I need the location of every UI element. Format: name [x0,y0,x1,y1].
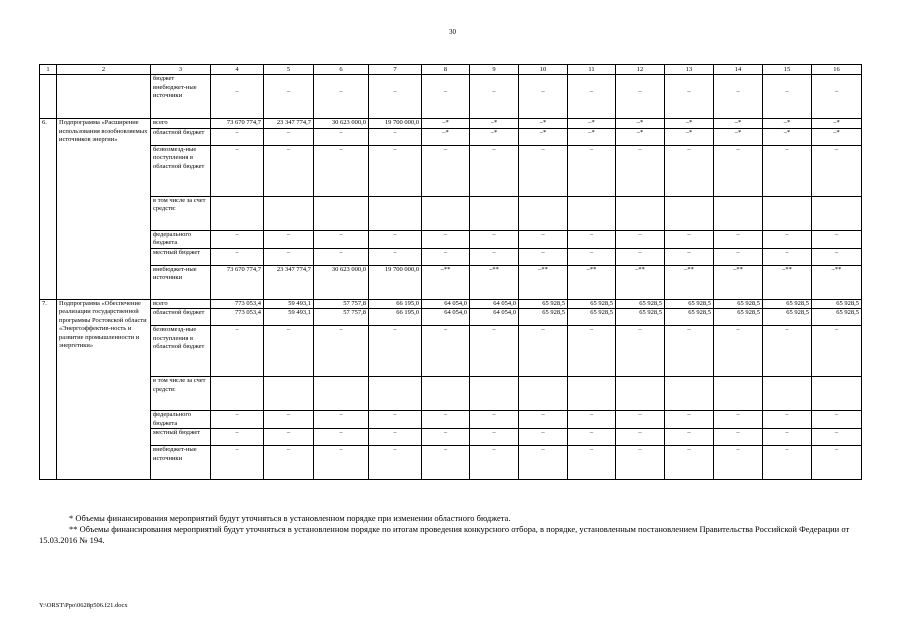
funding-value: – [369,128,422,145]
funding-value: – [812,75,862,119]
funding-value [369,196,422,230]
funding-value: – [665,411,714,429]
funding-value: – [314,429,369,446]
column-number: 3 [151,65,211,75]
funding-value [470,377,519,411]
funding-value [422,377,470,411]
funding-value: – [519,75,568,119]
funding-value: 73 670 774,7 [211,265,264,299]
table-row [40,145,862,196]
subprogram-number: 6. [40,119,57,300]
funding-value: – [812,230,862,248]
funding-value: – [665,75,714,119]
funding-value [616,377,665,411]
funding-value [470,196,519,230]
funding-value: – [211,429,264,446]
funding-value: – [422,411,470,429]
funding-value: –** [665,265,714,299]
table-row [40,248,862,265]
column-number: 9 [470,65,519,75]
funding-value: – [763,230,812,248]
table-row [40,230,862,248]
funding-value [665,196,714,230]
table-row [40,411,862,429]
funding-value: – [519,145,568,196]
funding-value: 65 928,5 [616,309,665,326]
funding-value: – [568,145,616,196]
funding-value [314,196,369,230]
funding-value: 65 928,5 [519,299,568,309]
funding-value: –* [470,119,519,129]
funding-value: 65 928,5 [568,299,616,309]
funding-value: 23 347 774,7 [264,265,314,299]
funding-value: 65 928,5 [812,309,862,326]
funding-value: – [470,145,519,196]
funding-value: – [470,326,519,377]
funding-value: – [369,75,422,119]
funding-source: областной бюджет [151,128,211,145]
funding-value: – [714,145,763,196]
financing-table [39,64,862,480]
funding-value: – [763,429,812,446]
funding-value: 19 700 000,0 [369,119,422,129]
funding-value: 30 623 000,0 [314,265,369,299]
funding-value [369,377,422,411]
funding-value: –* [812,119,862,129]
funding-value [422,196,470,230]
table-row [40,326,862,377]
funding-value: – [211,128,264,145]
funding-value: –* [519,119,568,129]
funding-source: бюджет внебюджет-ные источники [151,75,211,119]
funding-value: 57 757,8 [314,299,369,309]
funding-value: – [211,326,264,377]
funding-value: – [616,230,665,248]
funding-value: 65 928,5 [519,309,568,326]
funding-value: – [264,248,314,265]
funding-value: –* [714,119,763,129]
funding-value: – [714,411,763,429]
funding-value: – [519,230,568,248]
funding-value: – [616,75,665,119]
funding-value: – [422,230,470,248]
funding-value: – [314,326,369,377]
funding-value: – [568,248,616,265]
funding-value: – [264,230,314,248]
funding-value: – [568,429,616,446]
funding-value: – [369,429,422,446]
funding-value: – [211,446,264,480]
funding-value: – [264,326,314,377]
funding-value: – [369,326,422,377]
column-number: 4 [211,65,264,75]
funding-value: – [714,248,763,265]
column-number: 14 [714,65,763,75]
funding-source: федерального бюджета [151,230,211,248]
funding-value: – [812,326,862,377]
subprogram-name: Подпрограмма «Обеспечение реализации государственной программы Ростовской области «Энергоэффектив-ность и развитие промышленности и энергетики» [57,299,151,480]
funding-value: – [519,446,568,480]
funding-value: 65 928,5 [714,309,763,326]
funding-value: 773 053,4 [211,309,264,326]
table-row [40,75,862,119]
funding-value: – [264,128,314,145]
column-number: 8 [422,65,470,75]
column-number: 2 [57,65,151,75]
funding-value: – [519,429,568,446]
column-number: 5 [264,65,314,75]
funding-value: 66 195,0 [369,299,422,309]
funding-value [568,196,616,230]
funding-value [314,377,369,411]
row-number [40,75,57,119]
funding-value: – [616,326,665,377]
funding-value: – [568,230,616,248]
funding-value: 59 493,1 [264,309,314,326]
funding-value: – [470,248,519,265]
funding-value: 65 928,5 [665,309,714,326]
funding-value: – [665,429,714,446]
funding-value: –* [422,128,470,145]
funding-value: 65 928,5 [568,309,616,326]
funding-value: – [763,446,812,480]
funding-value: – [264,411,314,429]
funding-value: 66 195,0 [369,309,422,326]
funding-value: –* [665,119,714,129]
funding-value: – [616,248,665,265]
funding-value: – [211,230,264,248]
funding-value: – [314,248,369,265]
funding-source: местный бюджет [151,248,211,265]
funding-source: безвозмезд-ные поступления в областной бюджет [151,326,211,377]
funding-value: – [519,248,568,265]
funding-value: –* [812,128,862,145]
funding-value: – [422,75,470,119]
funding-value: – [211,411,264,429]
funding-value: 64 054,0 [470,309,519,326]
funding-value: – [812,248,862,265]
column-number: 15 [763,65,812,75]
funding-value [714,196,763,230]
funding-value: 23 347 774,7 [264,119,314,129]
funding-value: – [314,411,369,429]
funding-value: –** [568,265,616,299]
funding-value: – [519,411,568,429]
funding-value [264,377,314,411]
funding-value: – [369,248,422,265]
funding-value: 64 054,0 [422,299,470,309]
funding-value: – [369,446,422,480]
funding-value: – [568,446,616,480]
funding-value: – [422,446,470,480]
funding-value [568,377,616,411]
funding-source: безвозмезд-ные поступления в областной бюджет [151,145,211,196]
funding-value: – [470,75,519,119]
funding-value [211,377,264,411]
funding-value: – [616,145,665,196]
funding-value: – [369,230,422,248]
funding-value: – [616,446,665,480]
table-row [40,309,862,326]
funding-source: местный бюджет [151,429,211,446]
funding-value: – [422,248,470,265]
funding-value: – [470,411,519,429]
funding-value: 30 623 000,0 [314,119,369,129]
funding-value: – [519,326,568,377]
funding-value: –** [422,265,470,299]
footnote-1: * Объемы финансирования мероприятий будут уточняться в установленном порядке при изменении областного бюджета. [69,513,511,523]
funding-value: –* [422,119,470,129]
funding-value: – [665,145,714,196]
funding-value: –* [616,119,665,129]
funding-value [211,196,264,230]
funding-value: –* [568,128,616,145]
column-number: 13 [665,65,714,75]
funding-value: – [812,429,862,446]
page-number: 30 [449,28,456,36]
funding-value: –** [470,265,519,299]
funding-value: – [763,75,812,119]
funding-value [714,377,763,411]
funding-value: – [211,248,264,265]
funding-value: – [714,326,763,377]
column-number: 16 [812,65,862,75]
funding-value: – [211,75,264,119]
funding-value [519,196,568,230]
funding-value: – [422,145,470,196]
funding-value: 65 928,5 [665,299,714,309]
funding-value [812,377,862,411]
funding-value: –* [714,128,763,145]
funding-source: федерального бюджета [151,411,211,429]
subprogram-name: Подпрограмма «Расширение использования возобновляемых источников энергии» [57,119,151,300]
funding-value: – [369,145,422,196]
funding-value [763,377,812,411]
funding-value: – [369,411,422,429]
funding-value: – [568,75,616,119]
funding-value: –** [519,265,568,299]
funding-value: – [568,326,616,377]
funding-source: всего [151,299,211,309]
funding-value [665,377,714,411]
funding-value: –** [763,265,812,299]
funding-value: – [314,145,369,196]
funding-source: в том числе за счет средств: [151,196,211,230]
funding-value: –* [519,128,568,145]
funding-value: – [314,446,369,480]
funding-value: –** [714,265,763,299]
funding-value: – [422,429,470,446]
funding-value: – [714,446,763,480]
funding-value: – [264,75,314,119]
funding-value: 773 053,4 [211,299,264,309]
funding-value: 57 757,8 [314,309,369,326]
funding-value: 19 700 000,0 [369,265,422,299]
funding-value: – [665,326,714,377]
table-row [40,128,862,145]
column-number: 10 [519,65,568,75]
funding-value: –* [616,128,665,145]
funding-value: – [314,75,369,119]
funding-value: – [422,326,470,377]
funding-value: –* [763,119,812,129]
funding-value [264,196,314,230]
table-row [40,429,862,446]
funding-value: – [264,429,314,446]
funding-value: – [568,411,616,429]
document-file-path: Y:\ORST\Ppo\0628p506.f21.docx [39,602,128,609]
funding-value: 64 054,0 [470,299,519,309]
funding-value: 65 928,5 [812,299,862,309]
footnotes [39,513,861,546]
financing-table-body [40,65,862,480]
funding-value: –** [812,265,862,299]
funding-value: – [665,446,714,480]
table-row [40,265,862,299]
column-number: 11 [568,65,616,75]
funding-value: 65 928,5 [763,309,812,326]
funding-value: – [211,145,264,196]
funding-value: – [264,145,314,196]
table-row [40,446,862,480]
funding-value [763,196,812,230]
funding-value: – [264,446,314,480]
program-name [57,75,151,119]
table-row [40,119,862,129]
funding-value: –** [616,265,665,299]
funding-source: внебюджет-ные источники [151,446,211,480]
funding-value: – [763,145,812,196]
funding-value: – [714,75,763,119]
subprogram-number: 7. [40,299,57,480]
funding-value: – [470,446,519,480]
funding-value: – [812,446,862,480]
funding-source: областной бюджет [151,309,211,326]
funding-value: –* [470,128,519,145]
funding-value: – [616,429,665,446]
funding-value: – [763,411,812,429]
column-number: 1 [40,65,57,75]
table-header-row [40,65,862,75]
funding-value: –* [665,128,714,145]
funding-value: 64 054,0 [422,309,470,326]
table-row [40,299,862,309]
funding-value: 65 928,5 [714,299,763,309]
funding-source: всего [151,119,211,129]
funding-source: внебюджет-ные источники [151,265,211,299]
funding-value: – [812,145,862,196]
column-number: 6 [314,65,369,75]
funding-value: 59 493,1 [264,299,314,309]
table-row [40,196,862,230]
footnote-2: ** Объемы финансирования мероприятий будут уточняться в установленном порядке по итогам проведения конкурсного отбора, в порядке, установленным постановлением Правительства Российской Федерации от 15.03.2016 № 194. [39,524,850,545]
funding-value: –* [763,128,812,145]
funding-value: – [812,411,862,429]
funding-value: – [714,230,763,248]
funding-value: 65 928,5 [763,299,812,309]
funding-value: – [763,248,812,265]
table-row [40,377,862,411]
column-number: 12 [616,65,665,75]
funding-value: 65 928,5 [616,299,665,309]
funding-value: – [470,230,519,248]
funding-value: – [314,230,369,248]
column-number: 7 [369,65,422,75]
funding-value: – [665,230,714,248]
funding-value: – [665,248,714,265]
funding-value [812,196,862,230]
funding-value: – [763,326,812,377]
funding-value: –* [568,119,616,129]
funding-value: – [714,429,763,446]
funding-value: 73 670 774,7 [211,119,264,129]
funding-value: – [616,411,665,429]
funding-value: – [314,128,369,145]
funding-value: – [470,429,519,446]
funding-value [519,377,568,411]
funding-value [616,196,665,230]
funding-source: в том числе за счет средств: [151,377,211,411]
